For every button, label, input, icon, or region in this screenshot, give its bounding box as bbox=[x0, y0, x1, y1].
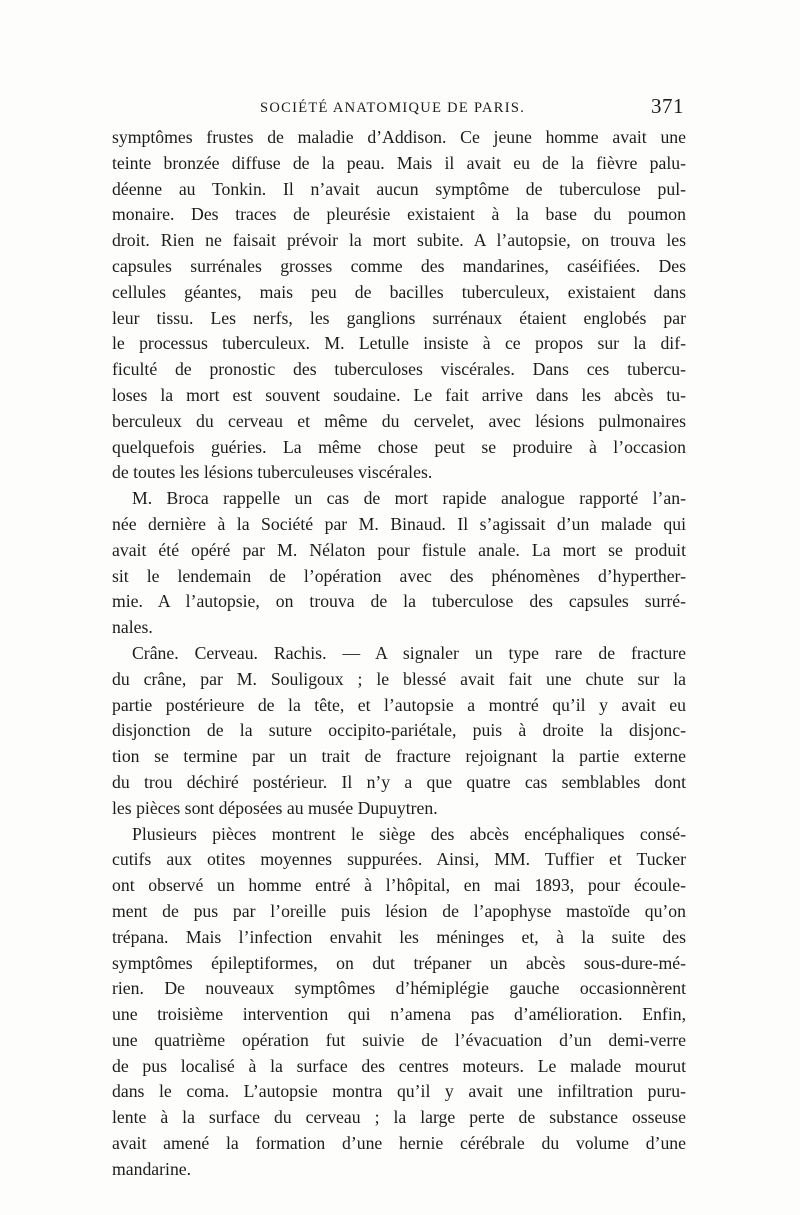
text-line: tion se termine par un trait de fracture rejoignant la partie externe bbox=[112, 746, 686, 767]
text-line: lente à la surface du cerveau ; la large perte de substance osseuse bbox=[112, 1107, 686, 1128]
text-line: monaire. Des traces de pleurésie existaient à la base du poumon bbox=[112, 204, 686, 225]
text-line: mandarine. bbox=[112, 1158, 192, 1179]
text-line: symptômes épileptiformes, on dut trépaner un abcès sous-dure-mé- bbox=[112, 952, 686, 973]
text-line: disjonction de la suture occipito-pariétale, puis à droite la disjonc- bbox=[112, 720, 686, 741]
text-line: les pièces sont déposées au musée Dupuytren. bbox=[112, 797, 438, 818]
text-line: cutifs aux otites moyennes suppurées. Ainsi, MM. Tuffier et Tucker bbox=[112, 849, 686, 870]
text-line: déenne au Tonkin. Il n’avait aucun symptôme de tuberculose pul- bbox=[112, 178, 686, 199]
text-line: Plusieurs pièces montrent le siège des abcès encéphaliques consé- bbox=[132, 823, 686, 844]
text-line: une troisième intervention qui n’amena pas d’amélioration. Enfin, bbox=[112, 1004, 686, 1025]
text-line: droit. Rien ne faisait prévoir la mort subite. A l’autopsie, on trouva les bbox=[112, 230, 686, 251]
text-line: de toutes les lésions tuberculeuses viscérales. bbox=[112, 462, 433, 483]
text-line: leur tissu. Les nerfs, les ganglions surrénaux étaient englobés par bbox=[112, 307, 686, 328]
text-line: quelquefois guéries. La même chose peut se produire à l’occasion bbox=[112, 436, 686, 457]
text-line: mie. A l’autopsie, on trouva de la tuberculose des capsules surré- bbox=[112, 591, 686, 612]
text-line: ont observé un homme entré à l’hôpital, en mai 1893, pour écoule- bbox=[112, 875, 686, 896]
text-line: nales. bbox=[112, 617, 153, 638]
text-line: ficulté de pronostic des tuberculoses viscérales. Dans ces tubercu- bbox=[112, 359, 686, 380]
text-line: trépana. Mais l’infection envahit les méninges et, à la suite des bbox=[112, 926, 686, 947]
text-line: rien. De nouveaux symptômes d’hémiplégie gauche occasionnèrent bbox=[112, 978, 686, 999]
text-line: teinte bronzée diffuse de la peau. Mais il avait eu de la fièvre palu- bbox=[112, 152, 686, 173]
text-line: le processus tuberculeux. M. Letulle insiste à ce propos sur la dif- bbox=[112, 333, 686, 354]
text-line: berculeux du cerveau et même du cervelet, avec lésions pulmonaires bbox=[112, 410, 686, 431]
text-line: capsules surrénales grosses comme des mandarines, caséifiées. Des bbox=[112, 255, 686, 276]
text-line: M. Broca rappelle un cas de mort rapide analogue rapporté l’an- bbox=[132, 488, 686, 509]
text-line: du trou déchiré postérieur. Il n’y a que quatre cas semblables dont bbox=[112, 771, 686, 792]
page-header bbox=[112, 94, 686, 122]
page-number: 371 bbox=[651, 94, 684, 118]
text-line: avait amené la formation d’une hernie cérébrale du volume d’une bbox=[112, 1133, 686, 1154]
text-line: née dernière à la Société par M. Binaud. Il s’agissait d’un malade qui bbox=[112, 513, 686, 534]
text-line: Crâne. Cerveau. Rachis. — A signaler un type rare de fracture bbox=[132, 642, 686, 663]
text-line: loses la mort est souvent soudaine. Le fait arrive dans les abcès tu- bbox=[112, 384, 686, 405]
text-line: une quatrième opération fut suivie de l’évacuation d’un demi-verre bbox=[112, 1029, 686, 1050]
body-text bbox=[112, 125, 686, 1183]
text-line: du crâne, par M. Souligoux ; le blessé avait fait une chute sur la bbox=[112, 668, 686, 689]
text-line: symptômes frustes de maladie d’Addison. Ce jeune homme avait une bbox=[112, 127, 686, 147]
text-line: partie postérieure de la tête, et l’autopsie a montré qu’il y avait eu bbox=[112, 694, 686, 715]
text-line: sit le lendemain de l’opération avec des phénomènes d’hyperther- bbox=[112, 565, 686, 586]
text-line: avait été opéré par M. Nélaton pour fistule anale. La mort se produit bbox=[112, 539, 686, 560]
text-line: dans le coma. L’autopsie montra qu’il y avait une infiltration puru- bbox=[112, 1081, 686, 1102]
text-line: ment de pus par l’oreille puis lésion de l’apophyse mastoïde qu’on bbox=[112, 900, 686, 921]
text-line: de pus localisé à la surface des centres moteurs. Le malade mourut bbox=[112, 1055, 686, 1076]
running-head: SOCIÉTÉ ANATOMIQUE DE PARIS. bbox=[260, 100, 526, 116]
text-line: cellules géantes, mais peu de bacilles tuberculeux, existaient dans bbox=[112, 281, 686, 302]
